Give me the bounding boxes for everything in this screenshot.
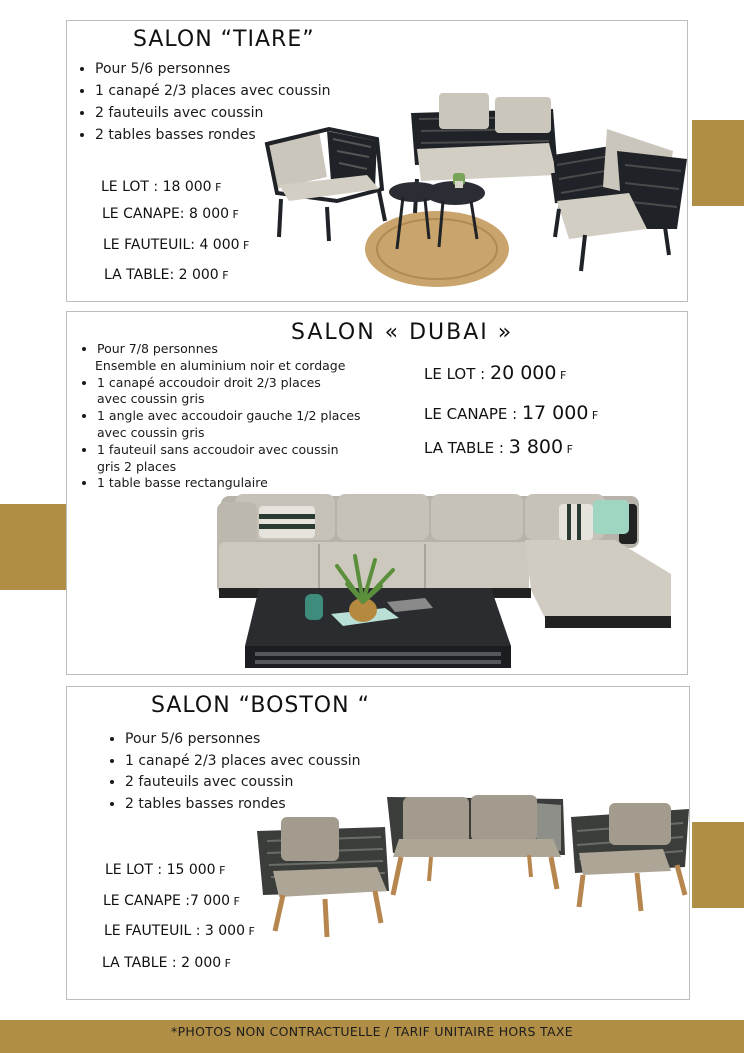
salon-boston-photo <box>253 791 693 959</box>
feature-item: • Pour 5/6 personnes <box>125 729 361 751</box>
feature-item: • 1 canapé accoudoir droit 2/3 places avec coussin gris <box>97 375 361 409</box>
feature-item: • Pour 7/8 personnes Ensemble en aluminium noir et cordage <box>97 341 361 375</box>
feature-item: • 1 angle avec accoudoir gauche 1/2 places avec coussin gris <box>97 408 361 442</box>
gold-accent-block-right-top <box>692 120 744 206</box>
feature-subline: avec coussin gris <box>97 391 205 407</box>
salon-title: SALON « DUBAI » <box>291 320 514 345</box>
price-line-canape: LE CANAPE :7 000 F <box>103 893 240 909</box>
feature-item: • 1 canapé 2/3 places avec coussin <box>95 80 331 102</box>
feature-item: • 1 table basse rectangulaire <box>97 475 361 492</box>
price-line-canape: LE CANAPE : 17 000 F <box>424 402 599 424</box>
salon-dubai-card <box>66 311 688 675</box>
price-line-table: LA TABLE: 2 000 F <box>104 267 229 283</box>
price-line-lot: LE LOT : 15 000 F <box>105 862 226 878</box>
price-line-canape: LE CANAPE: 8 000 F <box>102 206 239 222</box>
feature-item: • Pour 5/6 personnes <box>95 58 331 80</box>
gold-accent-block-left <box>0 504 66 590</box>
feature-list <box>79 341 361 492</box>
feature-subline: gris 2 places <box>97 458 177 474</box>
feature-item: • 2 fauteuils avec coussin <box>125 772 361 794</box>
price-line-fauteuil: LE FAUTEUIL : 3 000 F <box>104 923 255 939</box>
price-line-lot: LE LOT : 20 000 F <box>424 362 567 384</box>
feature-subline: Ensemble en aluminium noir et cordage <box>95 357 346 373</box>
feature-item: • 2 tables basses rondes <box>125 794 361 816</box>
salon-tiare-photo <box>257 89 687 299</box>
price-line-lot: LE LOT : 18 000 F <box>101 179 222 195</box>
footer-disclaimer: *PHOTOS NON CONTRACTUELLE / TARIF UNITAIRE HORS TAXE <box>0 1020 744 1053</box>
feature-item: • 2 fauteuils avec coussin <box>95 102 331 124</box>
feature-subline: avec coussin gris <box>97 424 205 440</box>
price-line-table: LA TABLE : 2 000 F <box>102 955 231 971</box>
feature-item: • 2 tables basses rondes <box>95 124 331 146</box>
salon-title: SALON “TIARE” <box>133 27 315 52</box>
gold-accent-block-right-bottom <box>692 822 744 908</box>
salon-dubai-photo <box>215 490 677 674</box>
salon-title: SALON “BOSTON “ <box>151 693 370 718</box>
price-line-table: LA TABLE : 3 800 F <box>424 436 573 458</box>
feature-item: • 1 canapé 2/3 places avec coussin <box>125 751 361 773</box>
salon-tiare-card <box>66 20 688 302</box>
feature-item: • 1 fauteuil sans accoudoir avec coussin gris 2 places <box>97 442 361 476</box>
price-line-fauteuil: LE FAUTEUIL: 4 000 F <box>103 237 250 253</box>
salon-boston-card <box>66 686 690 1000</box>
